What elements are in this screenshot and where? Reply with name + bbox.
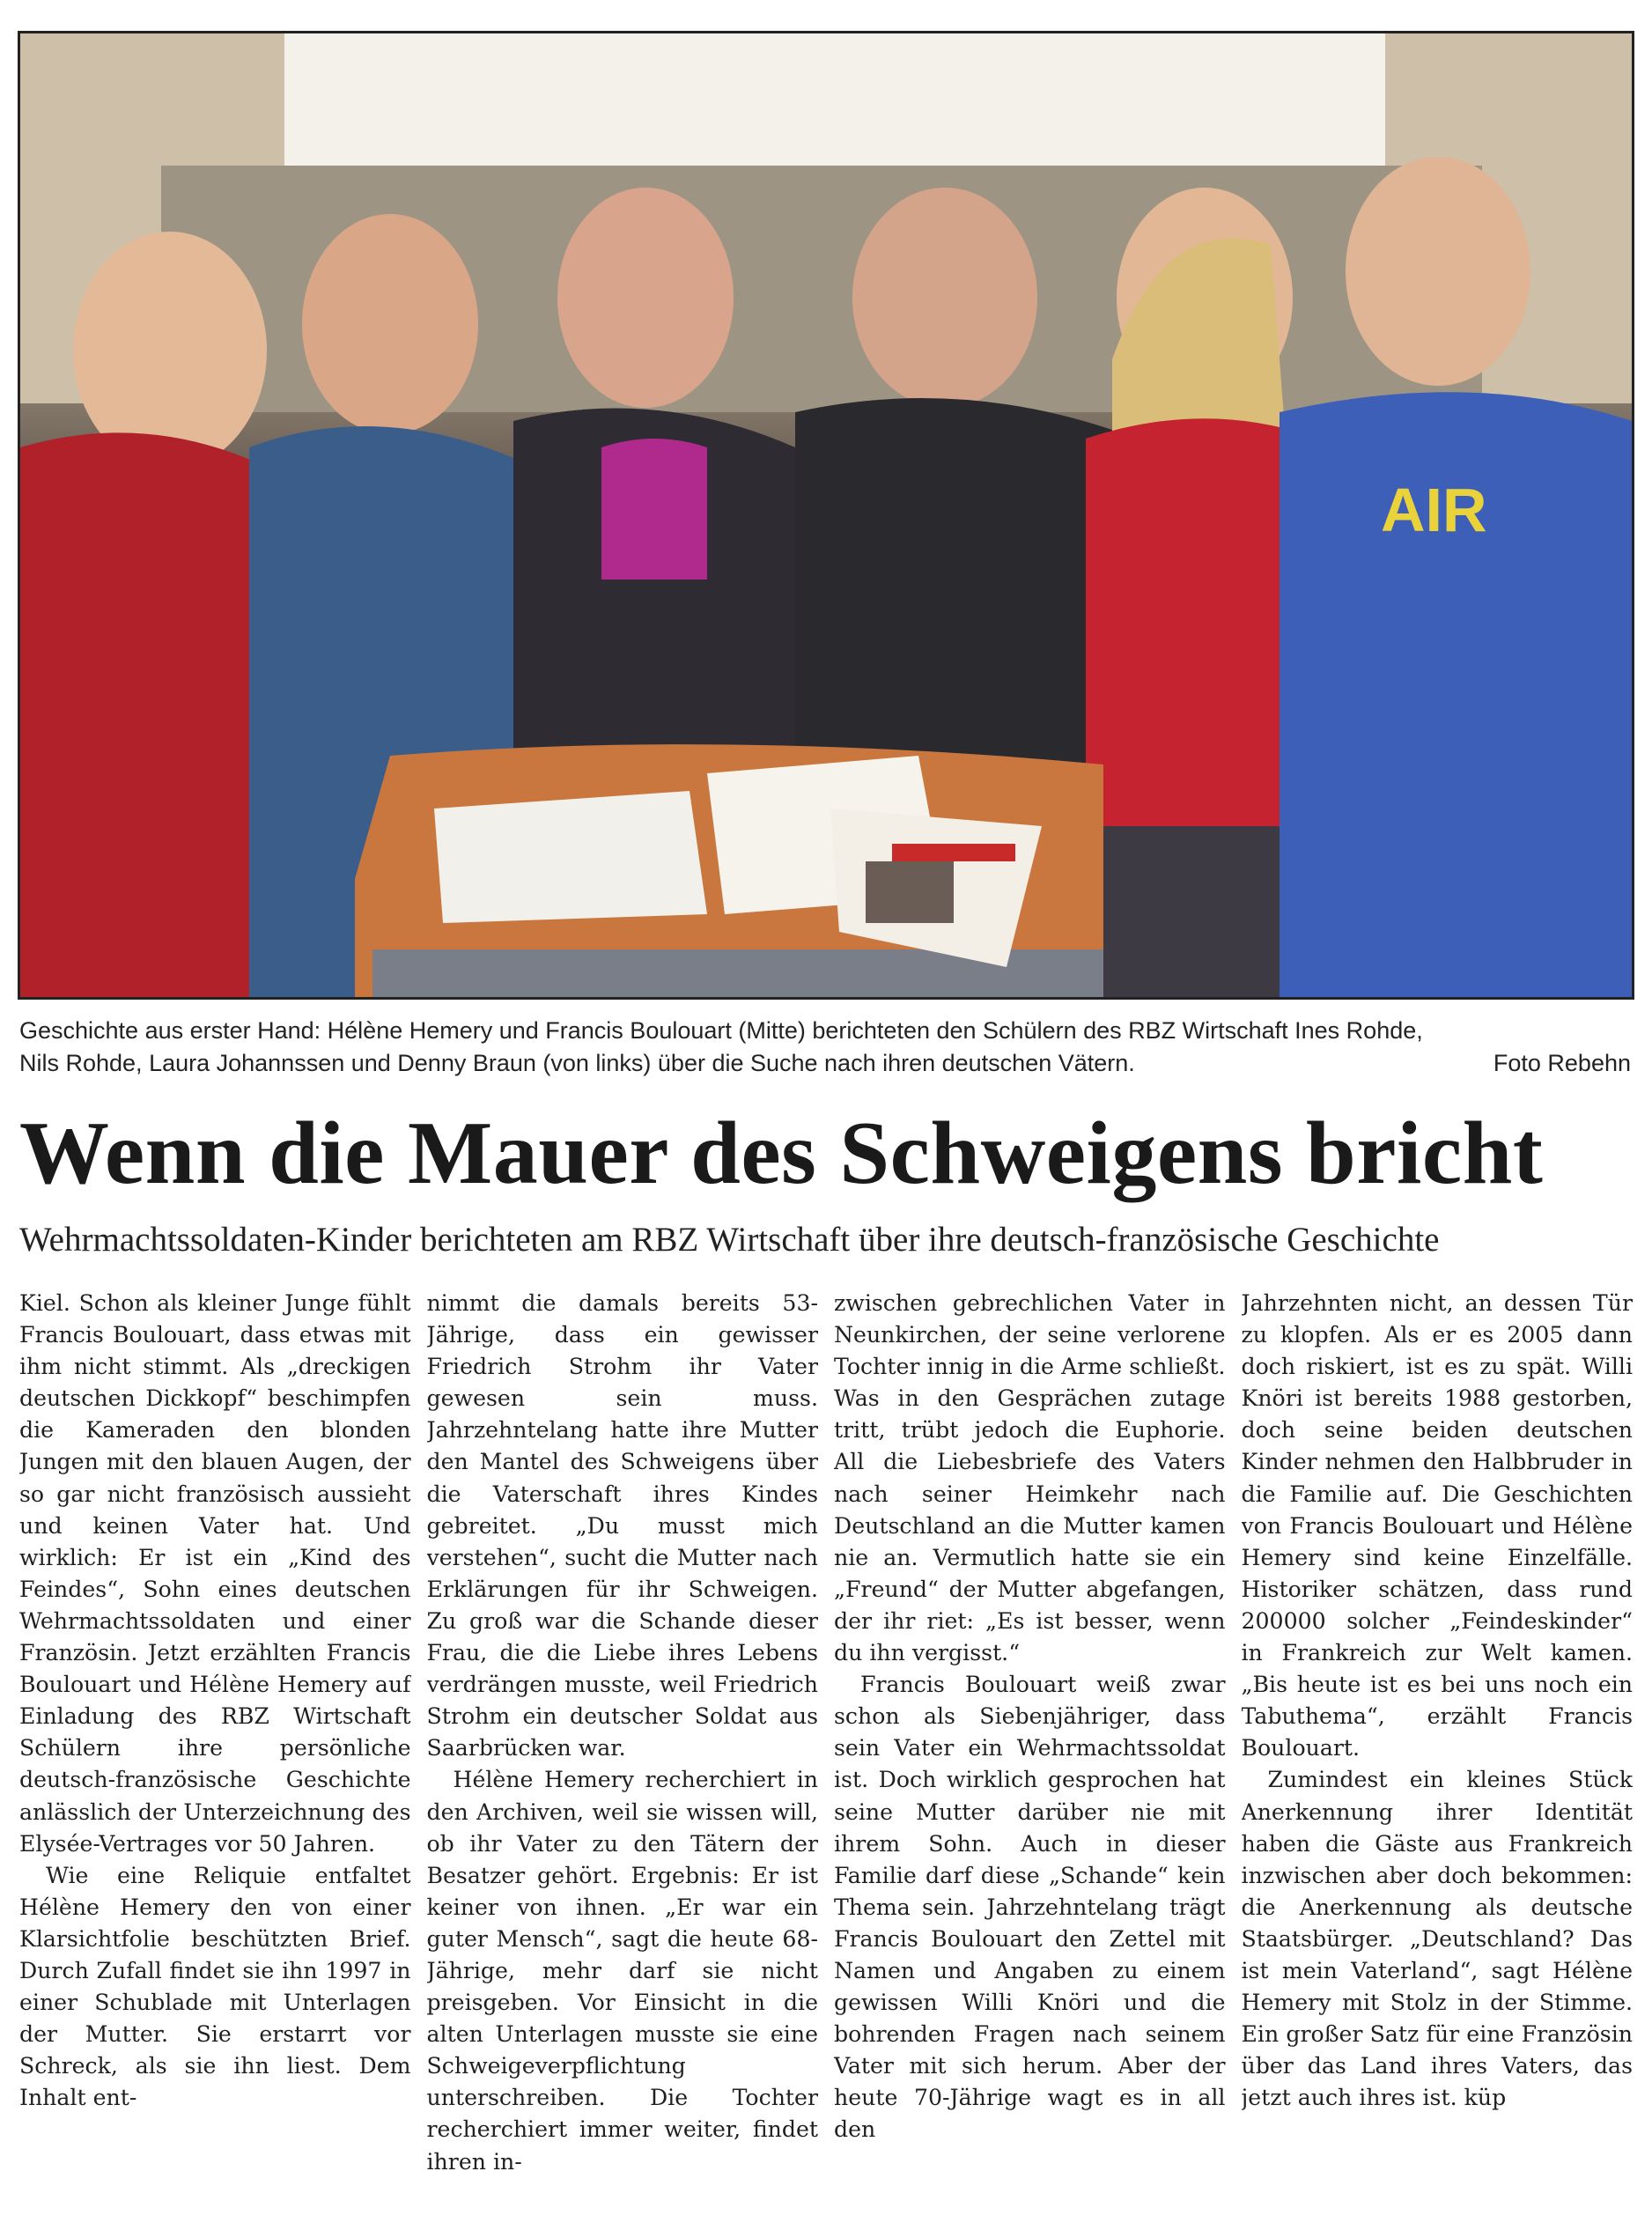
article-column-4 xyxy=(1242,1288,1634,2212)
article-column-2 xyxy=(427,1288,819,2212)
photo-credit: Foto Rebehn xyxy=(1493,1050,1631,1076)
paragraph: Jahrzehnten nicht, an dessen Tür zu klopfen. Als er es 2005 dann doch riskiert, ist es zu spät. Willi Knöri ist bereits 1988 gestorben, doch seine beiden deutschen Kinder nehmen den Halbbruder in die Familie auf. Die Geschichten von Francis Boulouart und Hélène Hemery sind keine Einzelfälle. Historiker schätzen, dass rund 200000 solcher „Feindeskinder“ in Frankreich zur Welt kamen. „Bis heute ist es bei uns noch ein Tabuthema“, erzählt Francis Boulouart. xyxy=(1241,1290,1633,1761)
paragraph: Hélène Hemery recherchiert in den Archiven, weil sie wissen will, ob ihr Vater zu den Tätern der Besatzer gehört. Ergebnis: Er ist keiner von ihnen. „Er war ein guter Mensch“, sagt die heute 68-Jährige, mehr darf sie nicht preisgeben. Vor Einsicht in die alten Unterlagen musste sie eine Schweigeverpflichtung unterschreiben. Die Tochter recherchiert immer weiter, findet ihren in- xyxy=(426,1767,818,2175)
photo-caption xyxy=(19,1015,1631,1080)
paragraph: Zumindest ein kleines Stück Anerkennung ihrer Identität haben die Gäste aus Frankreich inzwischen aber doch bekommen: die Anerkennung als deutsche Staatsbürger. „Deutschland? Das ist mein Vaterland“, sagt Hélène Hemery mit Stolz in der Stimme. Ein großer Satz für eine Französin über das Land ihres Vaters, das jetzt auch ihres ist. küp xyxy=(1241,1767,1633,2111)
paragraph: nimmt die damals bereits 53-Jährige, dass ein gewisser Friedrich Strohm ihr Vater gewesen sein muss. Jahrzehntelang hatte ihre Mutter den Mantel des Schweigens über die Vaterschaft ihres Kindes gebreitet. „Du musst mich verstehen“, sucht die Mutter nach Erklärungen für ihr Schweigen. Zu groß war die Schande dieser Frau, die die Liebe ihres Lebens verdrängen musste, weil Friedrich Strohm ein deutscher Soldat aus Saarbrücken war. xyxy=(426,1290,818,1761)
group-photo-icon xyxy=(20,33,1632,997)
paragraph: zwischen gebrechlichen Vater in Neunkirchen, der seine verlorene Tochter innig in die Arme schließt. Was in den Gesprächen zutage tritt, trübt jedoch die Euphorie. All die Liebesbriefe des Vaters nach seiner Heimkehr nach Deutschland an die Mutter kamen nie an. Vermutlich hatte sie ein „Freund“ der Mutter abgefangen, der ihr riet: „Es ist besser, wenn du ihn vergisst.“ xyxy=(834,1290,1226,1666)
caption-line-2: Nils Rohde, Laura Johannssen und Denny Braun (von links) über die Suche nach ihren deutschen Vätern. xyxy=(19,1050,1135,1076)
caption-line-1: Geschichte aus erster Hand: Hélène Hemery und Francis Boulouart (Mitte) berichteten den Schülern des RBZ Wirtschaft Ines Rohde, xyxy=(19,1017,1423,1044)
paragraph: Kiel. Schon als kleiner Junge fühlt Francis Boulouart, dass etwas mit ihm nicht stimmt. Als „dreckigen deutschen Dickkopf“ beschimpfen die Kameraden den blonden Jungen mit den blauen Augen, der so gar nicht französisch aussieht und keinen Vater hat. Und wirklich: Er ist ein „Kind des Feindes“, Sohn eines deutschen Wehrmachtssoldaten und einer Französin. Jetzt erzählten Francis Boulouart und Hélène Hemery auf Einladung des RBZ Wirtschaft Schülern ihre persönliche deutsch-französische Geschichte anlässlich der Unterzeichnung des Elysée-Vertrages vor 50 Jahren. xyxy=(19,1290,411,1857)
article-column-3 xyxy=(834,1288,1226,2212)
article-subheadline: Wehrmachtssoldaten-Kinder berichteten am RBZ Wirtschaft über ihre deutsch-französische Geschichte xyxy=(19,1221,1440,1259)
article-column-1 xyxy=(19,1288,411,2212)
article-headline: Wenn die Mauer des Schweigens bricht xyxy=(19,1104,1544,1203)
paragraph: Francis Boulouart weiß zwar schon als Siebenjähriger, dass sein Vater ein Wehrmachtssoldat ist. Doch wirklich gesprochen hat seine Mutter darüber nie mit ihrem Sohn. Auch in dieser Familie darf diese „Schande“ kein Thema sein. Jahrzehntelang trägt Francis Boulouart den Zettel mit Namen und Angaben zu einem gewissen Willi Knöri und die bohrenden Fragen nach seinem Vater mit sich herum. Aber der heute 70-Jährige wagt es in all den xyxy=(834,1672,1226,2143)
article-body xyxy=(19,1288,1633,2212)
paragraph: Wie eine Reliquie entfaltet Hélène Hemery den von einer Klarsichtfolie beschützten Brief. Durch Zufall findet sie ihn 1997 in einer Schublade mit Unterlagen der Mutter. Sie erstarrt vor Schreck, als sie ihn liest. Dem Inhalt ent- xyxy=(19,1862,411,2111)
svg-text:AIR: AIR xyxy=(1381,476,1487,544)
article-photo xyxy=(18,31,1634,1000)
